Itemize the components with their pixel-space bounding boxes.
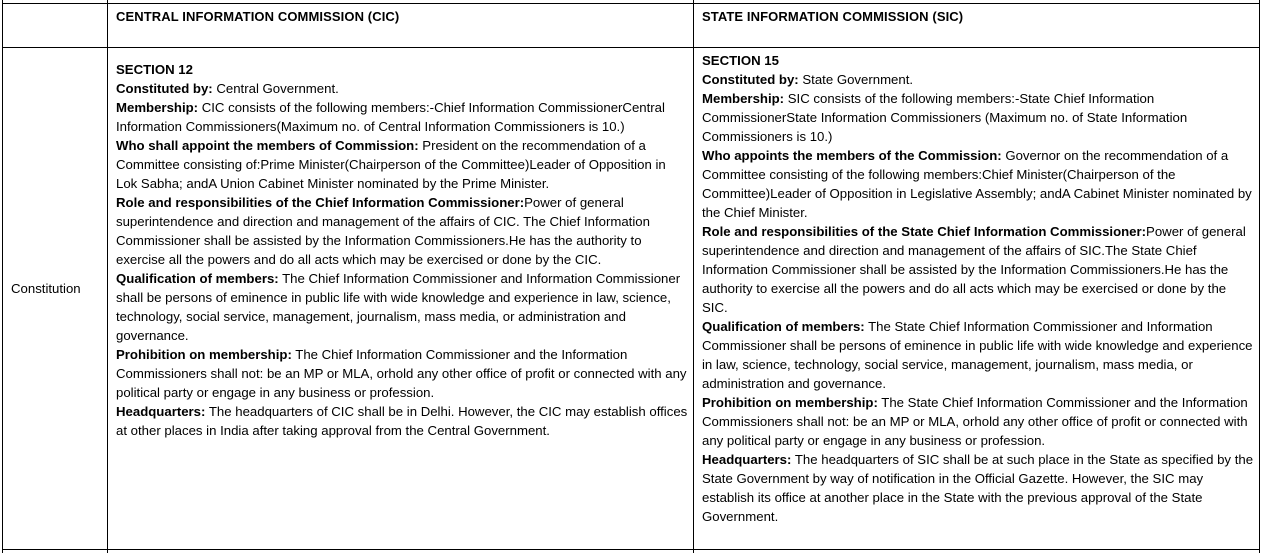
- table-border-right: [1259, 0, 1260, 553]
- cic-cell: [116, 60, 688, 440]
- sic-cell: [702, 51, 1254, 526]
- cic-item: Membership: CIC consists of the following members:-Chief Information CommissionerCentral Information Commissioners(Maximum no. of Central Information Commissioners is 10.): [116, 100, 665, 134]
- sic-item: Prohibition on membership: The State Chief Information Commissioner and the Information Commissioners shall not: be an MP or MLA, orhold any other office of profit or connected with any political party or engage in any business or profession.: [702, 395, 1248, 448]
- table-border-header: [2, 47, 1260, 48]
- sic-item: Role and responsibilities of the State Chief Information Commissioner:Power of general superintendence and direction and management of the affairs of SIC.The State Chief Information Commissioner shall be assisted by the Information Commissioners.He has the authority to exercise all the powers and do all acts which may be exercised or done by the SIC.: [702, 224, 1246, 315]
- sic-section-heading: SECTION 15: [702, 53, 779, 68]
- table-border-top: [2, 3, 1260, 4]
- sic-item: Qualification of members: The State Chief Information Commissioner and Information Commissioner shall be persons of eminence in public life with wide knowledge and experience in law, science, technology, social service, management, journalism, mass media, or administration and governance.: [702, 319, 1253, 391]
- table-border-bottom: [2, 549, 1260, 550]
- sic-item: Constituted by: State Government.: [702, 72, 914, 87]
- cic-item: Constituted by: Central Government.: [116, 81, 339, 96]
- cic-item: Role and responsibilities of the Chief Information Commissioner:Power of general superintendence and direction and management of the affairs of CIC. The Chief Information Commissioner shall be assisted by the Information Commissioners.He has the authority to exercise all the powers and do all acts which may be exercised or done by the CIC.: [116, 195, 650, 267]
- sic-item: Membership: SIC consists of the following members:-State Chief Information CommissionerState Information Commissioners (Maximum no. of State Information Commissioners is 10.): [702, 91, 1188, 144]
- cic-item: Qualification of members: The Chief Information Commissioner and Information Commissioner shall be persons of eminence in public life with wide knowledge and experience in law, science, technology, social service, management, journalism, mass media, or administration and governance.: [116, 271, 681, 343]
- table-border-col1: [107, 0, 108, 553]
- table-border-col2: [693, 0, 694, 553]
- row-label-constitution: Constitution: [11, 281, 81, 296]
- sic-item: Who appoints the members of the Commission: Governor on the recommendation of a Committee consisting of the following members:Chief Minister(Chairperson of the Committee)Leader of Opposition in Legislative Assembly; andA Cabinet Minister nominated by the Chief Minister.: [702, 148, 1252, 220]
- cic-item: Prohibition on membership: The Chief Information Commissioner and the Information Commissioners shall not: be an MP or MLA, orhold any other office of profit or connected with any political party or engage in any business or profession.: [116, 347, 687, 400]
- header-sic: STATE INFORMATION COMMISSION (SIC): [702, 9, 964, 24]
- header-cic: CENTRAL INFORMATION COMMISSION (CIC): [116, 9, 400, 24]
- table-border-left: [2, 0, 3, 553]
- sic-item: Headquarters: The headquarters of SIC shall be at such place in the State as specified by the State Government by way of notification in the Official Gazette. However, the SIC may establish its office at another place in the State with the previous approval of the State Government.: [702, 452, 1254, 524]
- cic-item: Who shall appoint the members of Commission: President on the recommendation of a Committee consisting of:Prime Minister(Chairperson of the Committee)Leader of Opposition in Lok Sabha; andA Union Cabinet Minister nominated by the Prime Minister.: [116, 138, 666, 191]
- cic-item: Headquarters: The headquarters of CIC shall be in Delhi. However, the CIC may establish offices at other places in India after taking approval from the Central Government.: [116, 404, 688, 438]
- cic-section-heading: SECTION 12: [116, 62, 193, 77]
